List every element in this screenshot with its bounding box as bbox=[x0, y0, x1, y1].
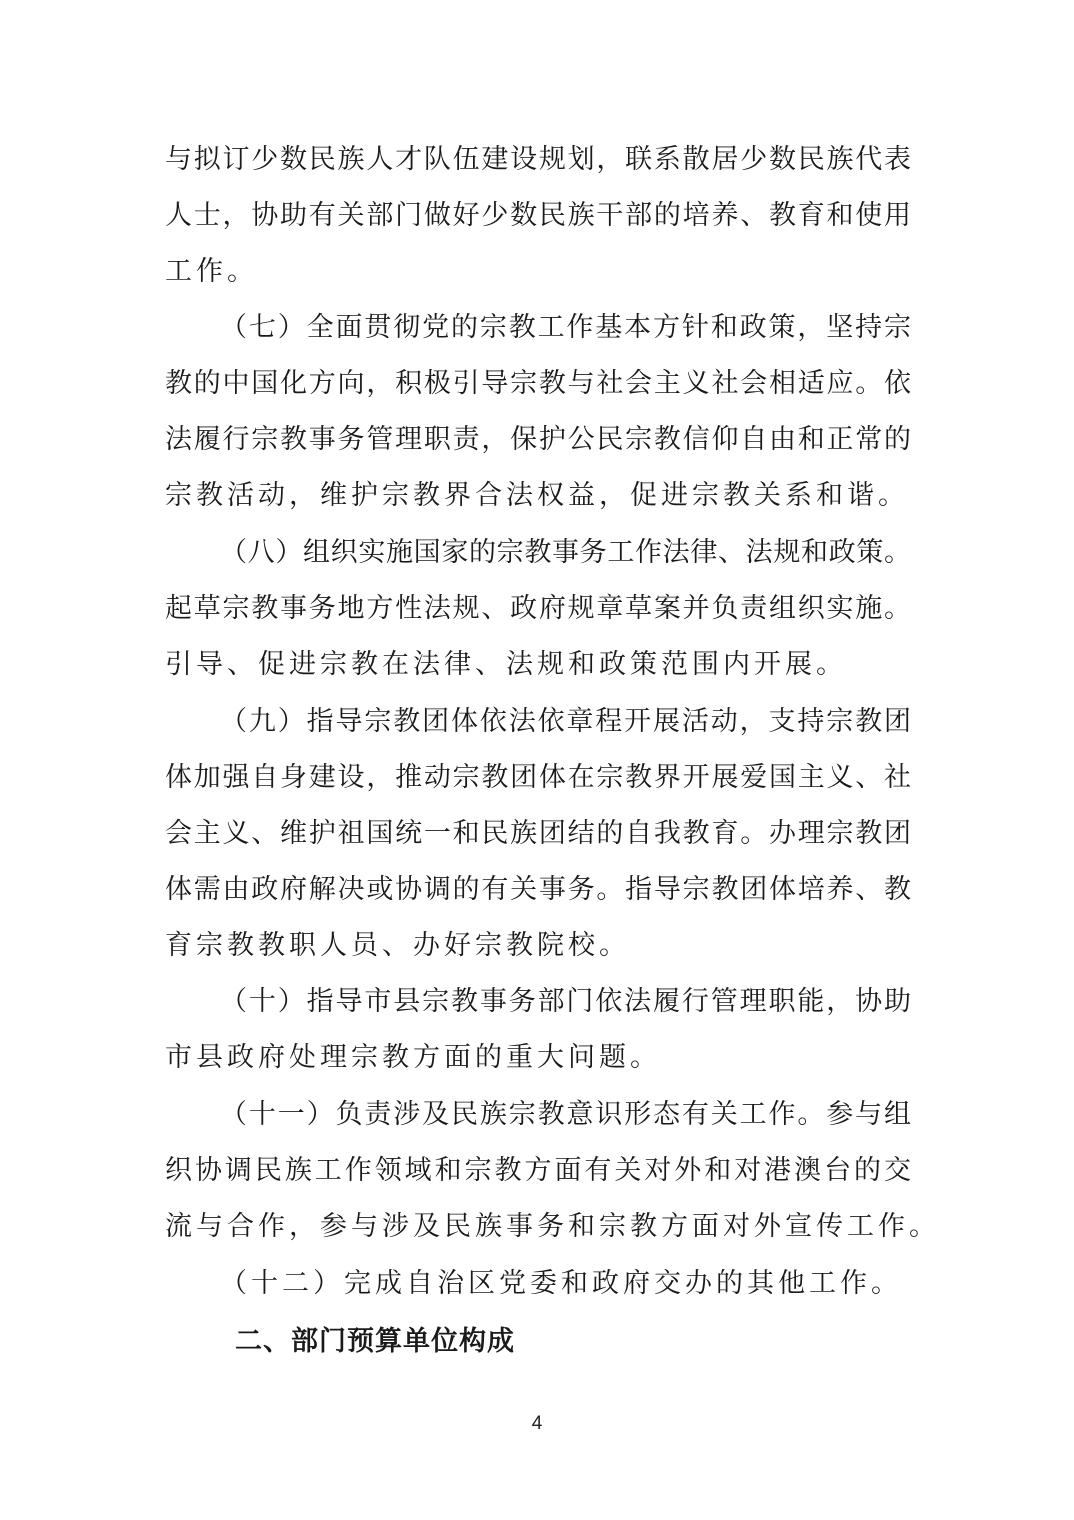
body-text-line: 与拟订少数民族人才队伍建设规划，联系散居少数民族代表 bbox=[165, 144, 911, 175]
paragraph-ten-first-line: （十）指导市县宗教事务部门依法履行管理职能，协助 bbox=[220, 986, 911, 1017]
body-text-line: 体需由政府解决或协调的有关事务。指导宗教团体培养、教 bbox=[165, 874, 911, 905]
body-text-line: 教的中国化方向，积极引导宗教与社会主义社会相适应。依 bbox=[165, 368, 911, 399]
paragraph-eleven-first-line: （十一）负责涉及民族宗教意识形态有关工作。参与组 bbox=[220, 1099, 911, 1130]
body-text-line: 市县政府处理宗教方面的重大问题。 bbox=[165, 1042, 661, 1073]
page-number: 4 bbox=[531, 1413, 543, 1434]
body-text-line: 育宗教教职人员、办好宗教院校。 bbox=[165, 930, 630, 961]
body-text-line: 工作。 bbox=[165, 256, 258, 287]
paragraph-twelve-line: （十二）完成自治区党委和政府交办的其他工作。 bbox=[220, 1268, 902, 1299]
body-text-line: 会主义、维护祖国统一和民族团结的自我教育。办理宗教团 bbox=[165, 818, 911, 849]
paragraph-eight-first-line: （八）组织实施国家的宗教事务工作法律、法规和政策。 bbox=[220, 537, 911, 568]
body-text-line: 起草宗教事务地方性法规、政府规章草案并负责组织实施。 bbox=[165, 593, 911, 624]
body-text-line: 法履行宗教事务管理职责，保护公民宗教信仰自由和正常的 bbox=[165, 424, 911, 455]
body-text-line: 宗教活动，维护宗教界合法权益，促进宗教关系和谐。 bbox=[165, 480, 909, 511]
body-text-line: 流与合作，参与涉及民族事务和宗教方面对外宣传工作。 bbox=[165, 1211, 940, 1242]
body-text-line: 织协调民族工作领域和宗教方面有关对外和对港澳台的交 bbox=[165, 1155, 911, 1186]
section-heading: 二、部门预算单位构成 bbox=[235, 1326, 515, 1357]
body-text-line: 引导、促进宗教在法律、法规和政策范围内开展。 bbox=[165, 649, 847, 680]
body-text-line: 人士，协助有关部门做好少数民族干部的培养、教育和使用 bbox=[165, 200, 911, 231]
body-text-line: 体加强自身建设，推动宗教团体在宗教界开展爱国主义、社 bbox=[165, 762, 911, 793]
paragraph-nine-first-line: （九）指导宗教团体依法依章程开展活动，支持宗教团 bbox=[220, 706, 911, 737]
paragraph-seven-first-line: （七）全面贯彻党的宗教工作基本方针和政策，坚持宗 bbox=[220, 312, 911, 343]
